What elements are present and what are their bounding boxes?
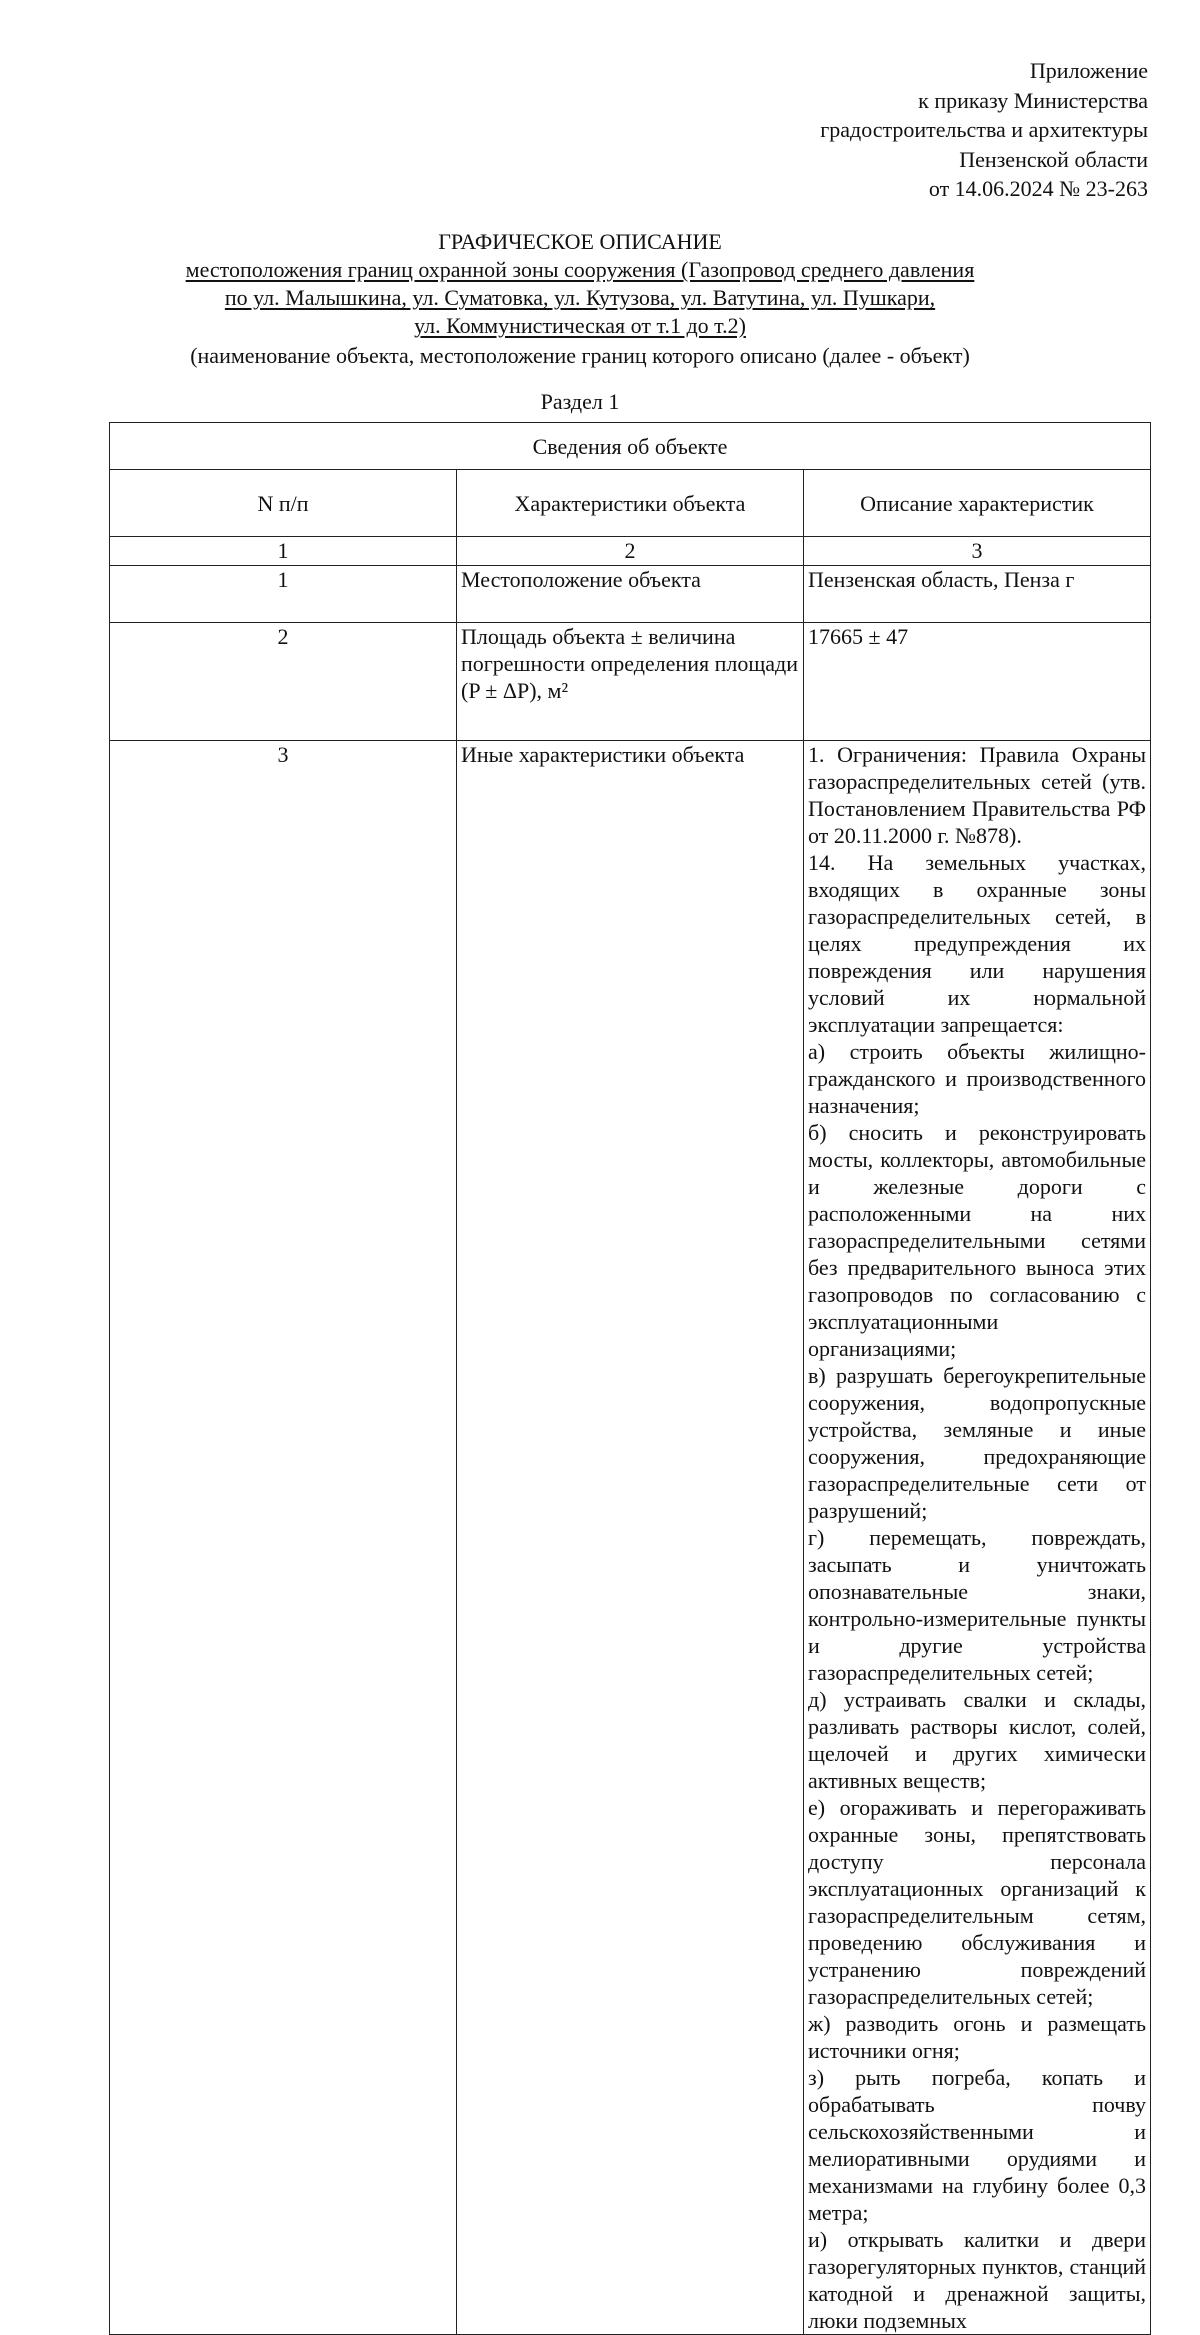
restriction-paragraph: е) огораживать и перегораживать охранные зоны, препятствовать доступу персонала эксплуатационных организаций к газораспределительным сетям, проведению обслуживания и устранению повреждений газораспределительных сетей; [808,1795,1146,2009]
title-block [108,228,1052,416]
row-number: 1 [110,566,457,623]
appendix-line: градостроительства и архитектуры [820,117,1148,142]
object-name-line: местоположения границ охранной зоны сооружения (Газопровод среднего давления [185,257,975,282]
table-column-headers [110,470,1151,537]
restriction-paragraph: 1. Ограничения: Правила Охраны газораспределительных сетей (утв. Постановлением Правительства РФ от 20.11.2000 г. №878). [808,742,1146,848]
object-name-line: по ул. Малышкина, ул. Суматовка, ул. Кутузова, ул. Ватутина, ул. Пушкари, [224,285,936,310]
column-number: 2 [457,537,804,566]
restriction-paragraph: 14. На земельных участках, входящих в охранные зоны газораспределительных сетей, в целях предупреждения их повреждения или нарушения условий их нормальной эксплуатации запрещается: [808,850,1146,1037]
appendix-line: Приложение [1029,58,1148,83]
object-name-line: ул. Коммунистическая от т.1 до т.2) [414,313,746,338]
restriction-paragraph: в) разрушать берегоукрепительные сооружения, водопропускные устройства, земляные и иные сооружения, предохраняющие газораспределительные сети от разрушений; [808,1363,1146,1523]
restriction-paragraph: з) рыть погреба, копать и обрабатывать почву сельскохозяйственными и мелиоративными орудиями и механизмами на глубину более 0,3 метра; [808,2065,1146,2225]
row-number: 2 [110,623,457,741]
table-row [110,566,1151,623]
section-title: Раздел 1 [540,389,620,414]
appendix-line: от 14.06.2024 № 23-263 [928,176,1148,201]
column-header-number: N п/п [110,470,457,537]
table-row [110,741,1151,2335]
column-header-characteristic: Характеристики объекта [457,470,804,537]
restriction-paragraph: д) устраивать свалки и склады, разливать растворы кислот, солей, щелочей и других химически активных веществ; [808,1687,1146,1793]
object-caption: (наименование объекта, местоположение границ которого описано (далее - объект) [190,343,970,368]
restriction-paragraph: и) открывать калитки и двери газорегуляторных пунктов, станций катодной и дренажной защиты, люки подземных [808,2227,1146,2333]
row-description: Пензенская область, Пенза г [804,566,1151,623]
restriction-paragraph: г) перемещать, повреждать, засыпать и уничтожать опознавательные знаки, контрольно-измерительные пункты и другие устройства газораспределительных сетей; [808,1525,1146,1685]
restriction-paragraph: б) сносить и реконструировать мосты, коллекторы, автомобильные и железные дороги с расположенными на них газораспределительными сетями без предварительного выноса этих газопроводов по согласованию с эксплуатационными организациями; [808,1120,1146,1361]
row-description [804,741,1151,2335]
appendix-line: к приказу Министерства [918,87,1148,113]
table-row [110,623,1151,741]
table-column-numbers [110,537,1151,566]
row-characteristic: Местоположение объекта [457,566,804,623]
restriction-paragraph: а) строить объекты жилищно-гражданского и производственного назначения; [808,1039,1146,1118]
column-number: 3 [804,537,1151,566]
appendix-line: Пензенской области [959,146,1148,172]
document-heading: ГРАФИЧЕСКОЕ ОПИСАНИЕ [438,229,722,254]
row-number: 3 [110,741,457,2335]
table-header: Сведения об объекте [110,423,1151,470]
object-info-table [109,422,1151,2335]
column-header-description: Описание характеристик [804,470,1151,537]
row-characteristic: Иные характеристики объекта [457,741,804,2335]
restriction-paragraph: ж) разводить огонь и размещать источники огня; [808,2011,1146,2063]
column-number: 1 [110,537,457,566]
row-characteristic: Площадь объекта ± величина погрешности определения площади (P ± ΔP), м² [457,623,804,741]
appendix-block [628,56,1148,204]
row-description: 17665 ± 47 [804,623,1151,741]
